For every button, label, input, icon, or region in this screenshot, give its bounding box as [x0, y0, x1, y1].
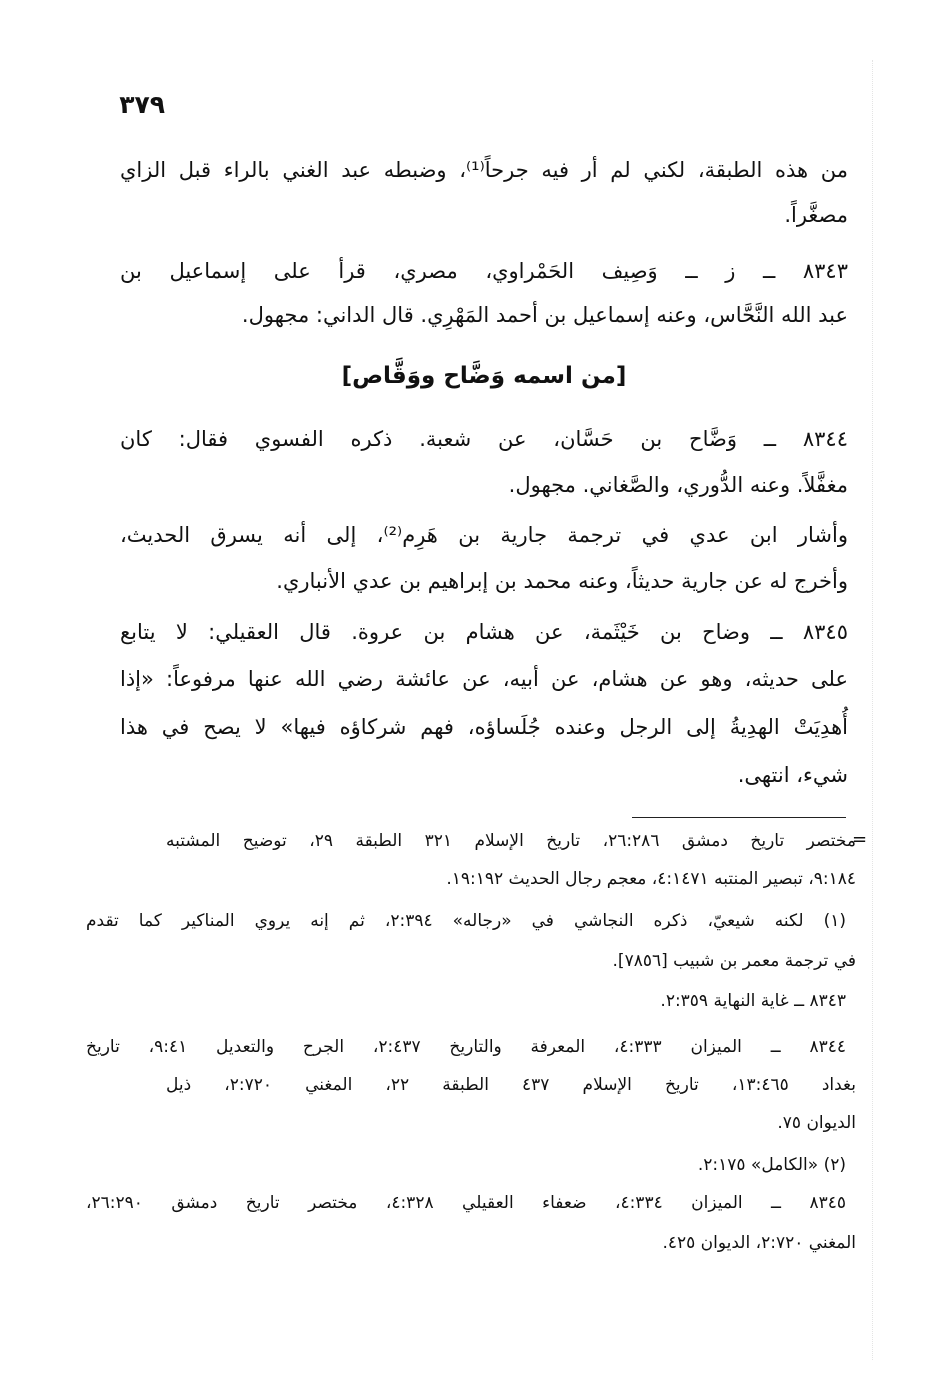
footnote-8344-cont: بغداد ١٣:٤٦٥، تاريخ الإسلام ٤٣٧ الطبقة ٢٢، المغني ٢:٧٢٠، ذيل: [166, 1075, 856, 1095]
footnote-8344-cont: الديوان ٧٥.: [777, 1113, 856, 1133]
footnote-line: ٩:١٨٤، تبصير المنتبه ٤:١٤٧١، معجم رجال الحديث ١٩:١٩٢.: [446, 869, 856, 889]
main-line: وأخرج له عن جارية حديثاً، وعنه محمد بن إبراهيم بن عدي الأنباري.: [276, 569, 848, 593]
main-line: مصغَّراً.: [784, 203, 848, 227]
footnote-8343: ٨٣٤٣ ــ غاية النهاية ٢:٣٥٩.: [660, 991, 846, 1011]
entry-8345-line: أُهدِيَتْ الهدِيةُ إلى الرجل وعنده جُلَساؤه، فهم شركاؤه فيها» لا يصح في هذا: [120, 715, 848, 739]
main-line: وأشار ابن عدي في ترجمة جارية بن هَرِم⁽²⁾، إلى أنه يسرق الحديث،: [120, 523, 849, 547]
footnote-separator: [632, 817, 846, 818]
footnote-8344: ٨٣٤٤ ــ الميزان ٤:٣٣٣، المعرفة والتاريخ ٢:٤٣٧، الجرح والتعديل ٩:٤١، تاريخ: [86, 1037, 846, 1057]
entry-8345-line: ٨٣٤٥ ــ وضاح بن خَيْثَمة، عن هشام بن عروة. قال العقيلي: لا يتابع: [120, 620, 848, 644]
page-edge-shadow: [872, 60, 874, 1360]
entry-8345-line: على حديثه، وهو عن هشام، عن أبيه، عن عائشة رضي الله عنها مرفوعاً: «إذا: [120, 667, 848, 691]
footnote-8345-cont: المغني ٢:٧٢٠، الديوان ٤٢٥.: [662, 1233, 856, 1253]
entry-8344-line: مغفَّلاً. وعنه الدُّوري، والصَّغاني. مجهول.: [508, 473, 848, 497]
main-line: من هذه الطبقة، لكني لم أر فيه جرحاً⁽¹⁾، وضبطه عبد الغني بالراء قبل الزاي: [120, 158, 848, 182]
entry-8343-line: ٨٣٤٣ ــ ز ــ وَصِيف الحَمْراوي، مصري، قرأ على إسماعيل بن: [120, 259, 848, 283]
footnote-continuation-mark: =: [852, 829, 868, 850]
entry-8345-line: شيء، انتهى.: [737, 763, 848, 787]
entry-8344-line: ٨٣٤٤ ــ وَضَّاح بن حَسَّان، عن شعبة. ذكره الفسوي فقال: كان: [120, 427, 848, 451]
footnote-1: (١) لكنه شيعيّ، ذكره النجاشي في «رجاله» ٢:٣٩٤، ثم إنه يروي المناكير كما تقدم: [86, 911, 846, 931]
page-number: ٣٧٩: [119, 90, 165, 119]
footnote-8345: ٨٣٤٥ ــ الميزان ٤:٣٣٤، ضعفاء العقيلي ٤:٣٢٨، مختصر تاريخ دمشق ٢٦:٢٩٠،: [86, 1193, 846, 1213]
footnote-1-cont: في ترجمة معمر بن شبيب [٧٨٥٦].: [612, 951, 856, 971]
footnote-2: (٢) «الكامل» ٢:١٧٥.: [697, 1155, 846, 1175]
entry-8343-line: عبد الله النَّحَّاس، وعنه إسماعيل بن أحمد المَهْرِي. قال الداني: مجهول.: [241, 303, 848, 327]
section-heading: [من اسمه وَضَّاح ووَقَّاص]: [341, 363, 627, 389]
footnote-line: مختصر تاريخ دمشق ٢٦:٢٨٦، تاريخ الإسلام ٣٢١ الطبقة ٢٩، توضيح المشتبه: [166, 831, 857, 851]
